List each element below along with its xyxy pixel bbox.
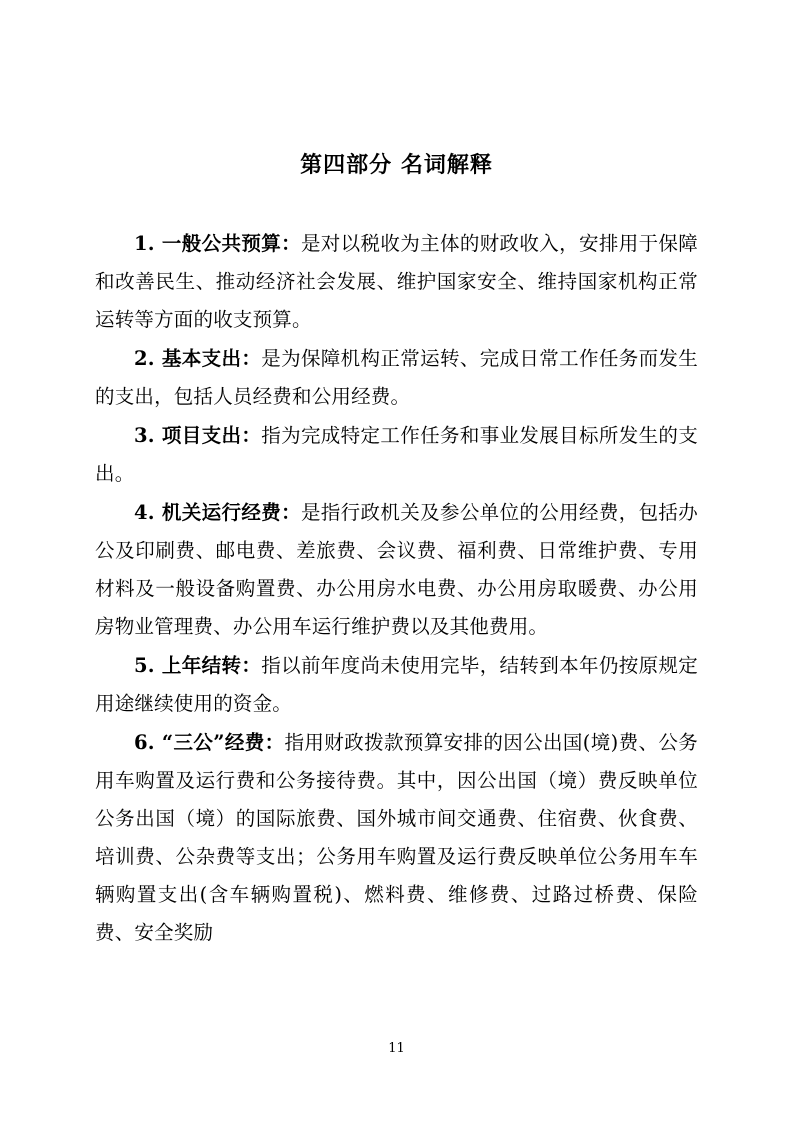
definition-term: 4. 机关运行经费：	[134, 500, 301, 524]
definition-text: 是对以税收为主体的财政收入，安排用于保障和改善民生、推动经济社会发展、维护国家安全、维持国家机构正常运转等方面的收支预算。	[95, 231, 698, 331]
definition-text: 是指行政机关及参公单位的公用经费，包括办公及印刷费、邮电费、差旅费、会议费、福利费、日常维护费、专用材料及一般设备购置费、办公用房水电费、办公用房取暖费、办公用房物业管理费、办公用车运行维护费以及其他费用。	[95, 500, 698, 638]
definition-paragraph	[95, 225, 698, 339]
definition-paragraph	[95, 340, 698, 416]
definition-text: 指用财政拨款预算安排的因公出国(境)费、公务用车购置及运行费和公务接待费。其中，因公出国（境）费反映单位公务出国（境）的国际旅费、国外城市间交通费、住宿费、伙食费、培训费、公杂费等支出；公务用车购置及运行费反映单位公务用车车辆购置支出(含车辆购置税)、燃料费、维修费、过路过桥费、保险费、安全奖励	[95, 730, 698, 944]
definition-paragraph	[95, 417, 698, 493]
definition-paragraph	[95, 724, 698, 952]
page-number: 11	[388, 1041, 405, 1056]
definition-paragraph	[95, 647, 698, 723]
definition-text: 指为完成特定工作任务和事业发展目标所发生的支出。	[95, 423, 698, 485]
definition-term: 6. “三公”经费：	[134, 730, 285, 754]
page-title: 第四部分 名词解释	[300, 152, 493, 178]
definition-term: 1. 一般公共预算：	[134, 231, 301, 255]
definition-term: 5. 上年结转：	[134, 653, 262, 677]
definition-text: 指以前年度尚未使用完毕，结转到本年仍按原规定用途继续使用的资金。	[95, 653, 698, 715]
definition-paragraph	[95, 494, 698, 646]
definition-text: 是为保障机构正常运转、完成日常工作任务而发生的支出，包括人员经费和公用经费。	[95, 346, 698, 408]
definition-term: 3. 项目支出：	[134, 423, 262, 447]
definition-term: 2. 基本支出：	[134, 346, 262, 370]
